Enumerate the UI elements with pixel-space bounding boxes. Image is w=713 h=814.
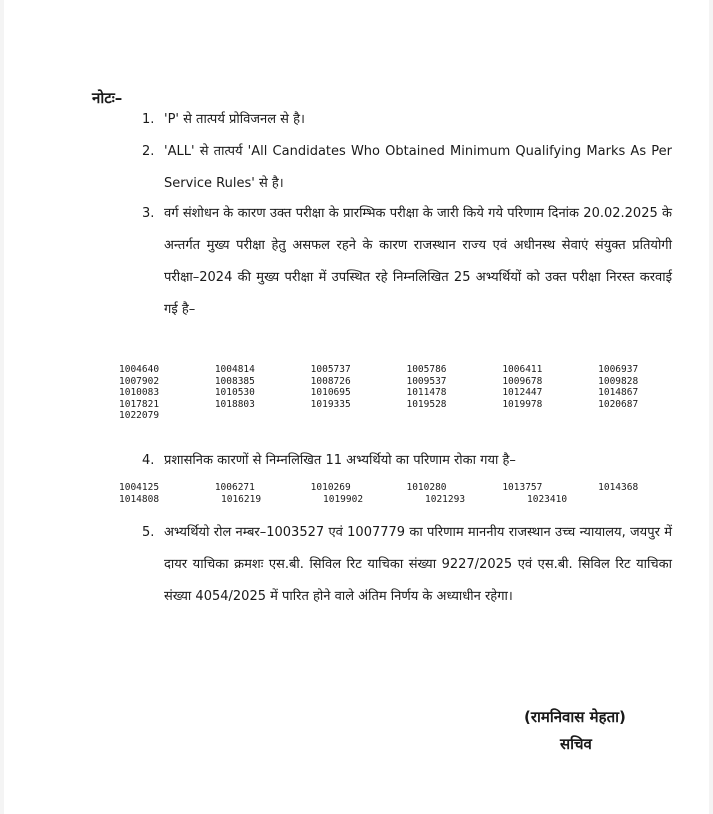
roll-number: 1004814: [214, 364, 255, 375]
roll-row: [119, 482, 694, 494]
roll-number: 1010269: [310, 482, 351, 493]
roll-number: 1017821: [119, 398, 160, 410]
cancelled-roll-table: [119, 364, 694, 422]
note-number: 1.: [142, 112, 155, 127]
note-number: 4.: [142, 453, 155, 468]
note-item-2: [142, 136, 672, 200]
roll-number: 1004125: [119, 482, 160, 493]
roll-number: 1011478: [406, 387, 447, 398]
note-number: 2.: [142, 144, 155, 159]
document-page: [4, 0, 709, 814]
roll-row: [119, 410, 694, 422]
withheld-roll-table: [119, 482, 694, 505]
roll-number: 1012447: [502, 387, 543, 398]
roll-number: 1014808: [119, 493, 160, 505]
signatory-name: (रामनिवास मेहता): [524, 708, 626, 726]
note-item-1: [142, 104, 672, 136]
roll-number: 1009537: [406, 375, 447, 387]
roll-number: 1005786: [406, 364, 447, 375]
roll-number: 1021293: [425, 493, 466, 505]
roll-number: 1009678: [502, 375, 543, 387]
roll-number: 1014368: [598, 482, 639, 493]
note-number: 5.: [142, 525, 155, 540]
roll-number: 1010083: [119, 387, 160, 398]
roll-number: 1007902: [119, 375, 160, 387]
roll-number: 1013757: [502, 482, 543, 493]
roll-number: 1009828: [598, 375, 639, 387]
roll-number: 1006937: [598, 364, 639, 375]
note-text: प्रशासनिक कारणों से निम्नलिखित 11 अभ्यर्थियो का परिणाम रोका गया है–: [164, 453, 516, 468]
roll-row: [119, 399, 694, 411]
note-item-5: [142, 517, 672, 613]
note-item-3: [142, 198, 672, 326]
roll-number: 1006411: [502, 364, 543, 375]
roll-number: 1018803: [214, 398, 255, 410]
roll-number: 1022079: [119, 410, 160, 421]
note-text: अभ्यर्थियो रोल नम्बर–1003527 एवं 1007779 का परिणाम माननीय राजस्थान उच्च न्यायालय, जयपुर में दायर याचिका क्रमशः एस.बी. सिविल रिट याचिका संख्या 9227/2025 एवं एस.बी. सिविल रिट याचिका संख्या 4054/2025 में पारित होने वाले अंतिम निर्णय के अध्याधीन रहेगा।: [164, 525, 672, 604]
note-number: 3.: [142, 206, 155, 221]
roll-number: 1010280: [406, 482, 447, 493]
roll-number: 1008726: [310, 375, 351, 387]
roll-number: 1004640: [119, 364, 160, 375]
notes-heading: नोटः–: [92, 89, 123, 107]
note-item-4: [142, 445, 672, 477]
note-text: 'P' से तात्पर्य प्रोविजनल से है।: [164, 112, 305, 127]
roll-number: 1006271: [214, 482, 255, 493]
note-text: 'ALL' से तात्पर्य 'All Candidates Who Obtained Minimum Qualifying Marks As Per Service Rules' से है।: [164, 144, 672, 191]
roll-number: 1010530: [214, 387, 255, 398]
roll-number: 1005737: [310, 364, 351, 375]
roll-number: 1014867: [598, 387, 639, 398]
roll-number: 1010695: [310, 387, 351, 398]
roll-number: 1019902: [323, 493, 364, 505]
roll-number: 1019528: [406, 398, 447, 410]
roll-row: [119, 387, 694, 399]
roll-row: [119, 494, 694, 506]
roll-number: 1019335: [310, 398, 351, 410]
roll-row: [119, 364, 694, 376]
roll-number: 1016219: [221, 493, 262, 505]
signatory-designation: सचिव: [560, 735, 592, 753]
roll-number: 1023410: [527, 493, 568, 505]
roll-number: 1008385: [214, 375, 255, 387]
roll-row: [119, 376, 694, 388]
roll-number: 1020687: [598, 398, 639, 410]
note-text: वर्ग संशोधन के कारण उक्त परीक्षा के प्रारम्भिक परीक्षा के जारी किये गये परिणाम दिनांक 20.02.2025 के अन्तर्गत मुख्य परीक्षा हेतु असफल रहने के कारण राजस्थान राज्य एवं अधीनस्थ सेवाएं संयुक्त प्रतियोगी परीक्षा–2024 की मुख्य परीक्षा में उपस्थित रहे निम्नलिखित 25 अभ्यर्थियों को उक्त परीक्षा निरस्त करवाई गई है–: [164, 206, 672, 317]
roll-number: 1019978: [502, 398, 543, 410]
